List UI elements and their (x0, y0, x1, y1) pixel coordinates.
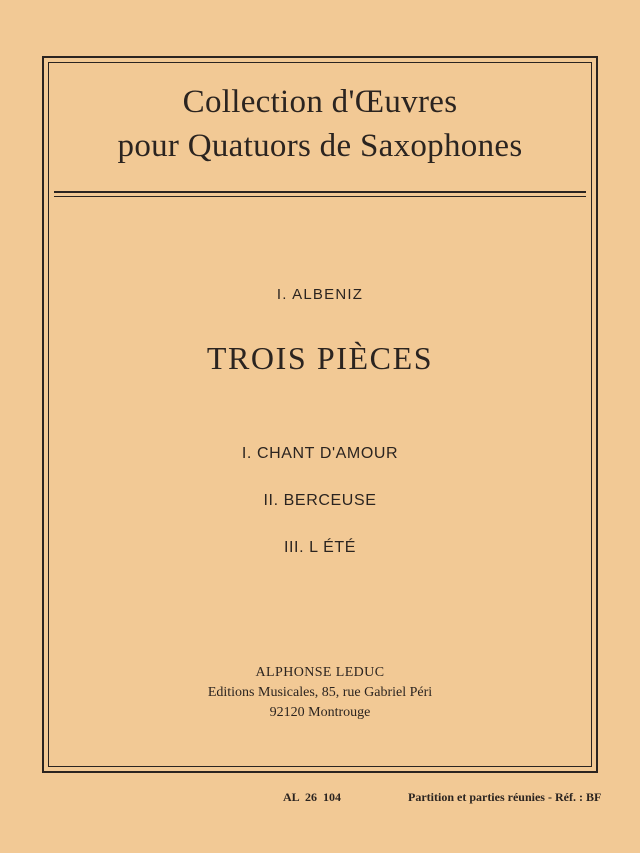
header-divider-thick (54, 191, 586, 193)
movement-3: III. L ÉTÉ (283, 539, 357, 556)
movement-2: II. BERCEUSE (263, 492, 377, 509)
series-title-line-1: Collection d'Œuvres (182, 84, 458, 120)
series-title-line-2: pour Quatuors de Saxophones (117, 128, 523, 164)
publisher-name: ALPHONSE LEDUC (255, 665, 385, 680)
catalog-number: AL 26 104 (283, 790, 342, 804)
header-divider-thin (54, 196, 586, 197)
movement-1: I. CHANT D'AMOUR (241, 445, 399, 462)
cover-frame-inner (48, 62, 592, 767)
publisher-city: 92120 Montrouge (269, 705, 371, 720)
edition-info: Partition et parties réunies - Réf. : BF (408, 790, 602, 804)
publisher-address: Editions Musicales, 85, rue Gabriel Péri (207, 685, 433, 700)
work-title: TROIS PIÈCES (206, 340, 434, 376)
composer-name: I. ALBENIZ (276, 286, 364, 303)
